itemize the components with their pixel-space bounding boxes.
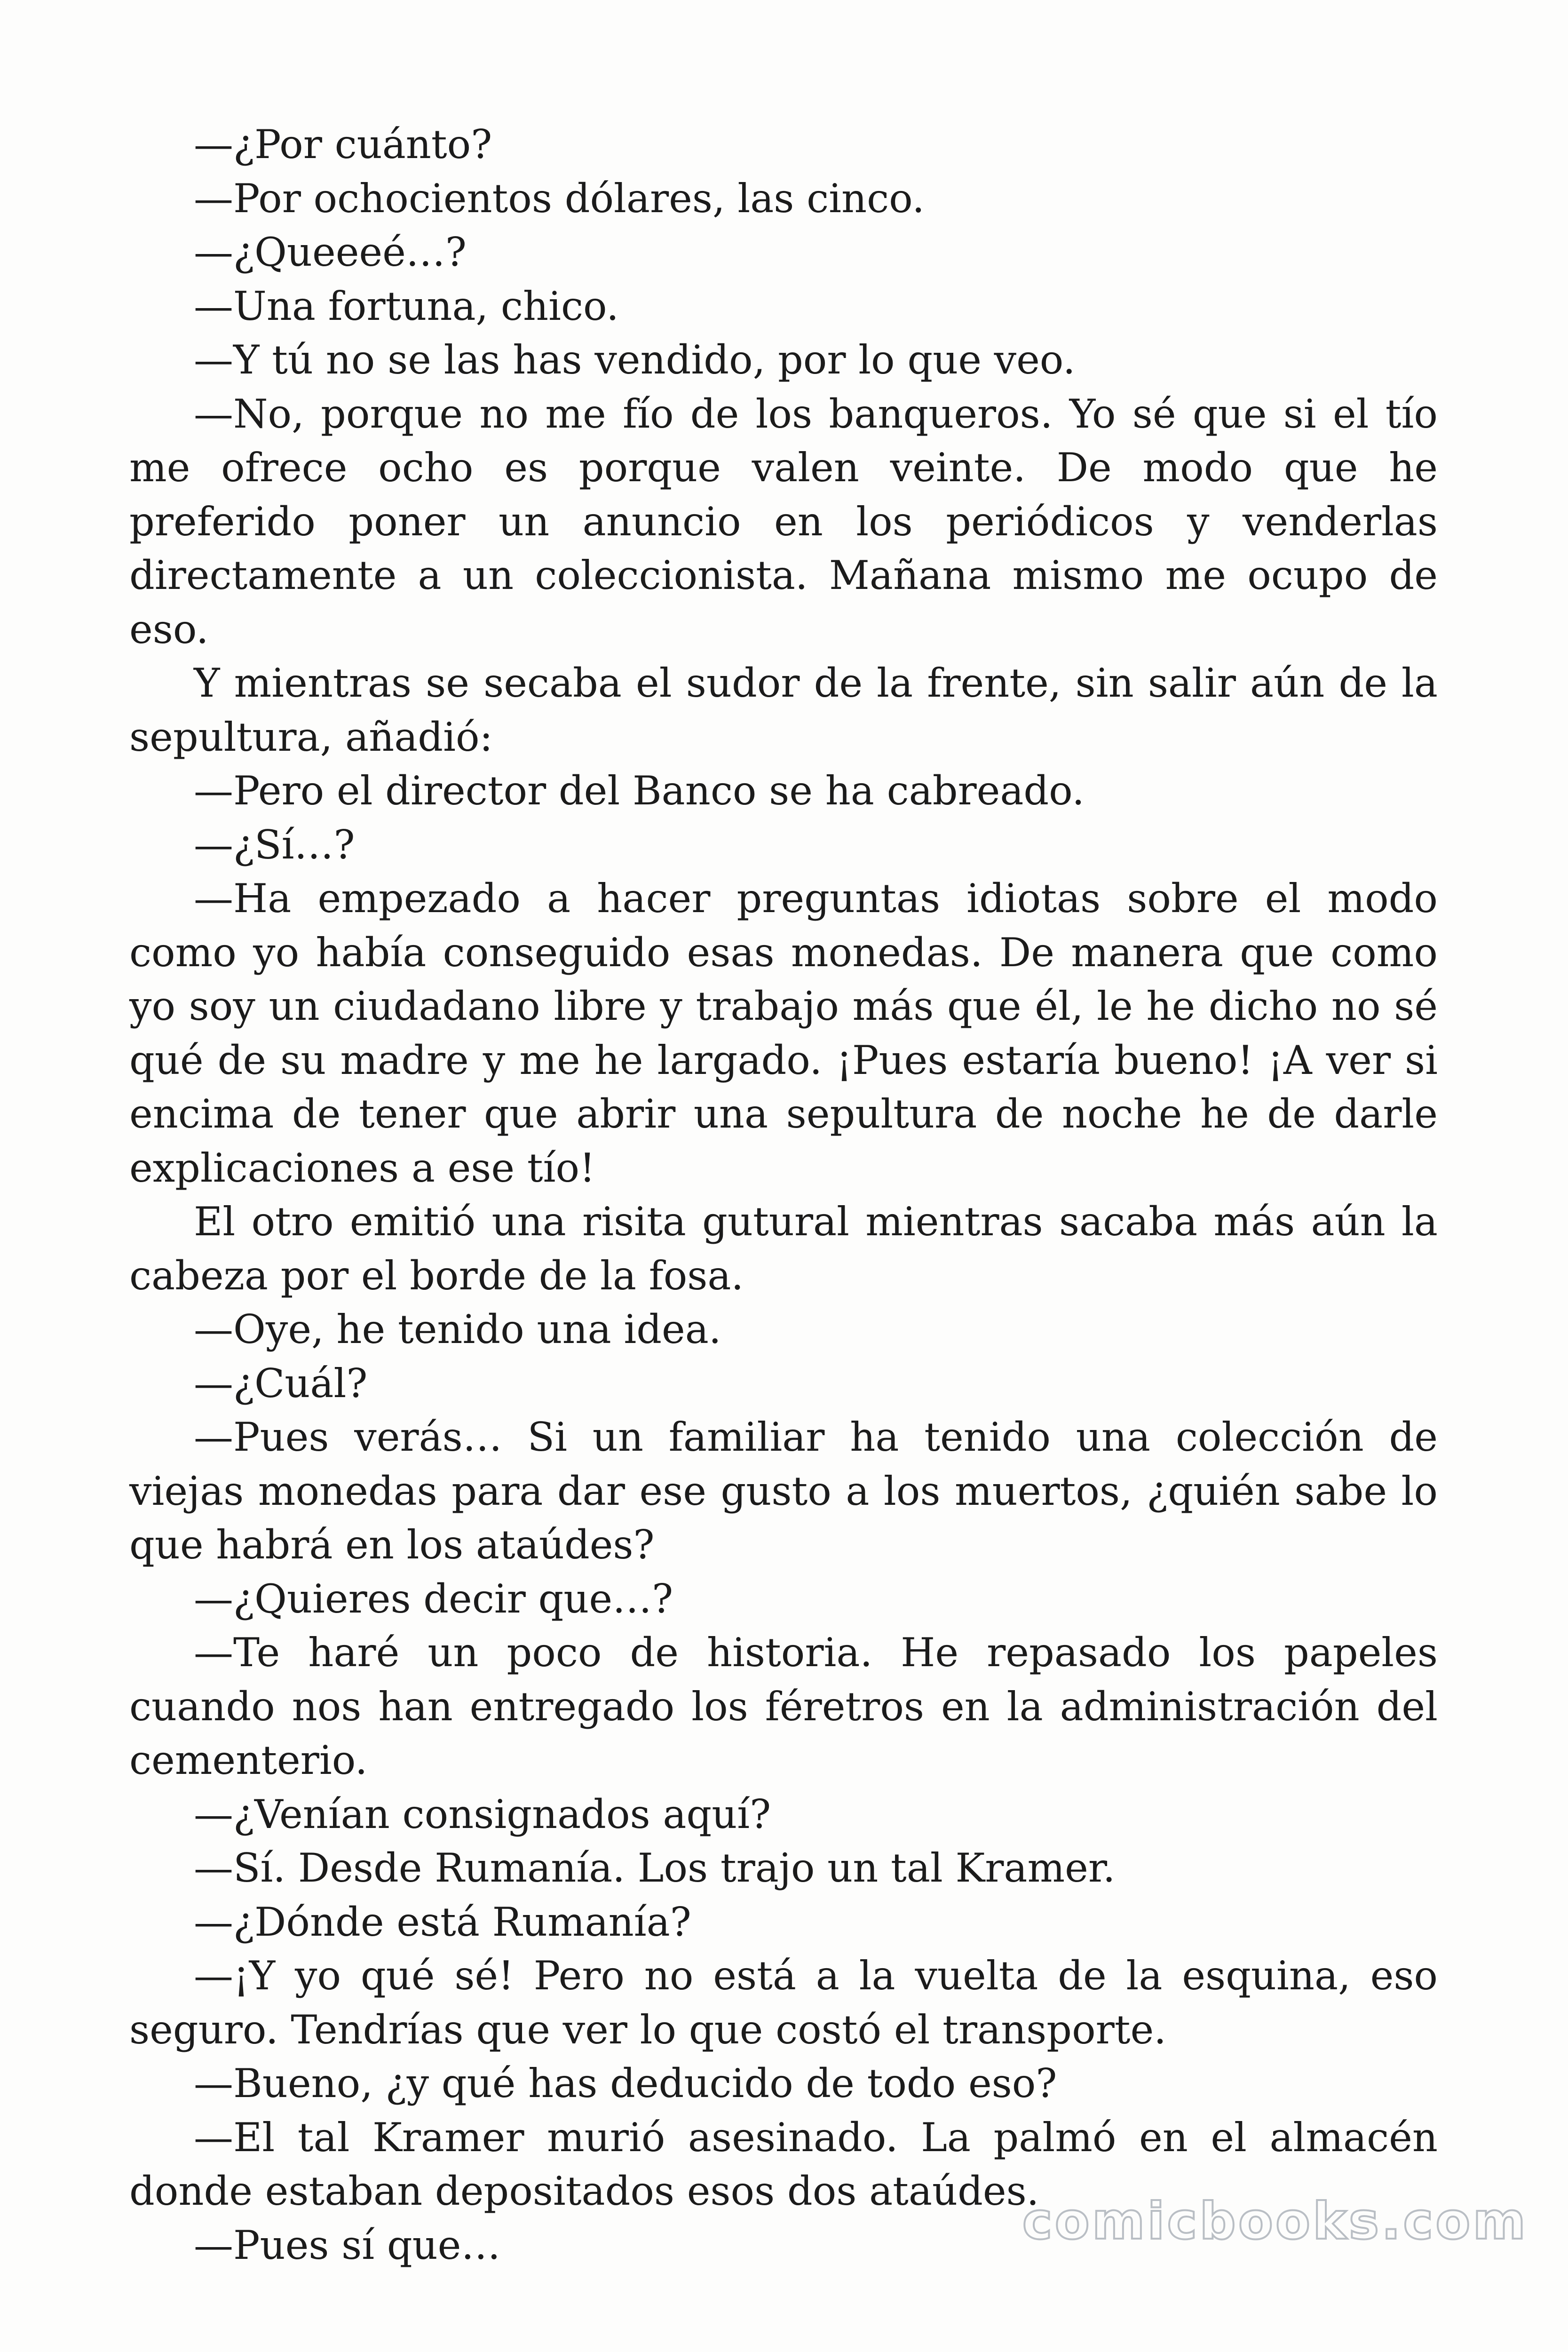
paragraph: —¿Queeeé…?: [194, 229, 467, 275]
paragraph: —¿Cuál?: [194, 1360, 368, 1406]
paragraph: —¿Dónde está Rumanía?: [194, 1899, 691, 1945]
paragraph: —¿Venían consignados aquí?: [194, 1791, 771, 1837]
body-text: [129, 118, 1438, 2272]
paragraph: —Pues verás… Si un familiar ha tenido una colección de viejas monedas para dar ese gusto a los muertos, ¿quién sabe lo que habrá en los ataúdes?: [129, 1414, 1438, 1568]
paragraph: —¿Sí…?: [194, 821, 355, 868]
paragraph: —Por ochocientos dólares, las cinco.: [194, 175, 925, 222]
paragraph: —Oye, he tenido una idea.: [194, 1306, 721, 1352]
paragraph: —Ha empezado a hacer preguntas idiotas sobre el modo como yo había conseguido esas monedas. De manera que como yo soy un ciudadano libre y trabajo más que él, le he dicho no sé qué de su madre y me he largado. ¡Pues estaría bueno! ¡A ver si encima de tener que abrir una sepultura de noche he de darle explicaciones a ese tío!: [129, 875, 1438, 1191]
paragraph: —El tal Kramer murió asesinado. La palmó en el almacén donde estaban depositados esos dos ataúdes.: [129, 2114, 1438, 2214]
watermark: comicbooks.com: [1022, 2192, 1528, 2251]
paragraph: —Pero el director del Banco se ha cabreado.: [194, 768, 1085, 814]
paragraph: —Una fortuna, chico.: [194, 283, 619, 329]
paragraph: —No, porque no me fío de los banqueros. Yo sé que si el tío me ofrece ocho es porque valen veinte. De modo que he preferido poner un anuncio en los periódicos y venderlas directamente a un coleccionista. Mañana mismo me ocupo de eso.: [129, 390, 1438, 652]
paragraph: —¡Y yo qué sé! Pero no está a la vuelta de la esquina, eso seguro. Tendrías que ver lo que costó el transporte.: [129, 1953, 1438, 2053]
paragraph: —Bueno, ¿y qué has deducido de todo eso?: [194, 2060, 1057, 2106]
paragraph: —¿Quieres decir que…?: [194, 1575, 673, 1622]
paragraph: —Y tú no se las has vendido, por lo que veo.: [194, 337, 1076, 383]
paragraph: —Sí. Desde Rumanía. Los trajo un tal Kramer.: [194, 1845, 1116, 1891]
paragraph: El otro emitió una risita gutural mientras sacaba más aún la cabeza por el borde de la fosa.: [129, 1199, 1438, 1299]
paragraph: Y mientras se secaba el sudor de la frente, sin salir aún de la sepultura, añadió:: [129, 660, 1438, 760]
paragraph: —¿Por cuánto?: [194, 121, 492, 167]
paragraph: —Te haré un poco de historia. He repasado los papeles cuando nos han entregado los féretros en la administración del cementerio.: [129, 1629, 1438, 1783]
paragraph: —Pues sí que…: [194, 2222, 501, 2268]
